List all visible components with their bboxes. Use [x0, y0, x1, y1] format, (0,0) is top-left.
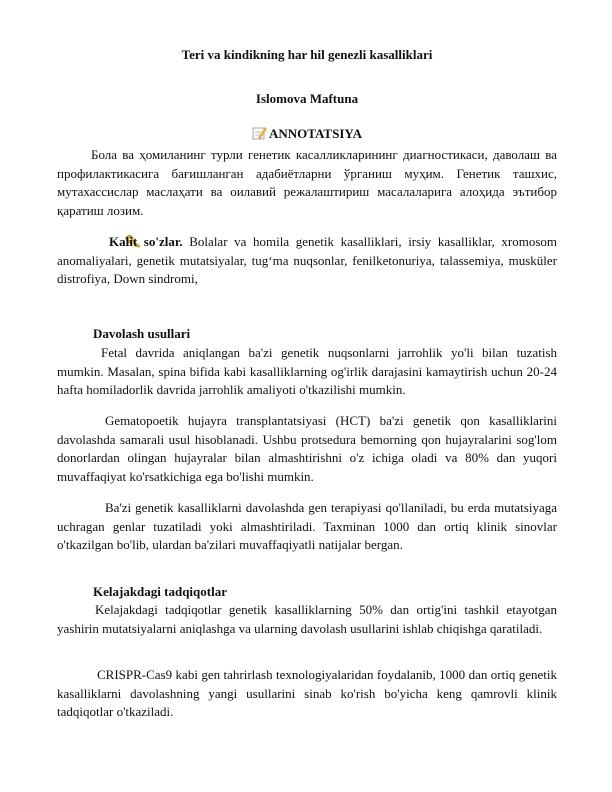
- section-paragraph: CRISPR-Cas9 kabi gen tahrirlash texnologiyalaridan foydalanib, 1000 dan ortiq genetik kasalliklarni davolashning yangi usullarini sinab ko'rish bo'yicha keng qamrovli klinik tadqiqotlar o'tkaziladi.: [57, 667, 557, 719]
- section-paragraph: Kelajakdagi tadqiqotlar genetik kasalliklarning 50% dan ortig'ini tashkil etayotgan yashirin mutatsiyalarni aniqlashga va ularning davolash usullarini ishlab chiqishga qaratiladi.: [57, 602, 557, 636]
- keywords-paragraph: [57, 233, 557, 289]
- section-heading-kelajak: Kelajakdagi tadqiqotlar: [93, 584, 227, 599]
- author-name: Islomova Maftuna: [255, 91, 359, 106]
- section-paragraph: Fetal davrida aniqlangan ba'zi genetik nuqsonlarni jarrohlik yo'li bilan tuzatish mumkin. Masalan, spina bifida kabi kasalliklarning og'irlik darajasini kamaytirish uchun 20-24 hafta homiladorlik davrida jarrohlik amaliyoti o'tkazilishi mumkin.: [57, 345, 557, 397]
- annotation-text: Бола ва ҳомиланинг турли генетик касалликларининг диагностикаси, даволаш ва профилактикасига бағишланган адабиётларни ўрганиш муҳим. Генетик ташхис, мутахассислар маслаҳати ва оилавий режалаштириш масалаларига алоҳида эътибор қаратиш лозим.: [57, 147, 557, 218]
- keywords-text: Bolalar va homila genetik kasalliklari, irsiy kasalliklar, xromosom anomaliyalari, genetik mutatsiyalar, tug‘ma nuqsonlar, fenilketonuriya, talassemiya, musküler distrofiya, Down sindromi,: [57, 234, 557, 286]
- section-heading-davolash: Davolash usullari: [93, 326, 191, 341]
- section-paragraph: Ba'zi genetik kasalliklarni davolashda gen terapiyasi qo'llaniladi, bu erda mutatsiyaga uchragan genlar tuzatiladi yoki almashtiriladi. Taxminan 1000 dan ortiq klinik sinovlar o'tkazilgan bo'lib, ulardan ba'zilari muvaffaqiyatli natijalar bergan.: [57, 500, 557, 552]
- annotation-heading: ANNOTATSIYA: [269, 126, 362, 141]
- memo-pencil-icon: [252, 126, 267, 140]
- keywords-label: Kalit so'zlar.: [109, 234, 183, 249]
- document-title: Teri va kindikning har hil genezli kasalliklari: [181, 47, 433, 62]
- key-icon: [91, 234, 107, 248]
- annotation-heading-row: [57, 126, 557, 142]
- section-paragraph: Gematopoetik hujayra transplantatsiyasi (HCT) ba'zi genetik qon kasalliklarini davolashda samarali usul hisoblanadi. Ushbu protsedura bemorning qon hujayralarini sog'lom donorlardan olingan hujayralar bilan almashtirishni o'z ichiga oladi va 80% dan yuqori muvaffaqiyat ko'rsatkichiga ega bo'lishi mumkin.: [57, 413, 557, 484]
